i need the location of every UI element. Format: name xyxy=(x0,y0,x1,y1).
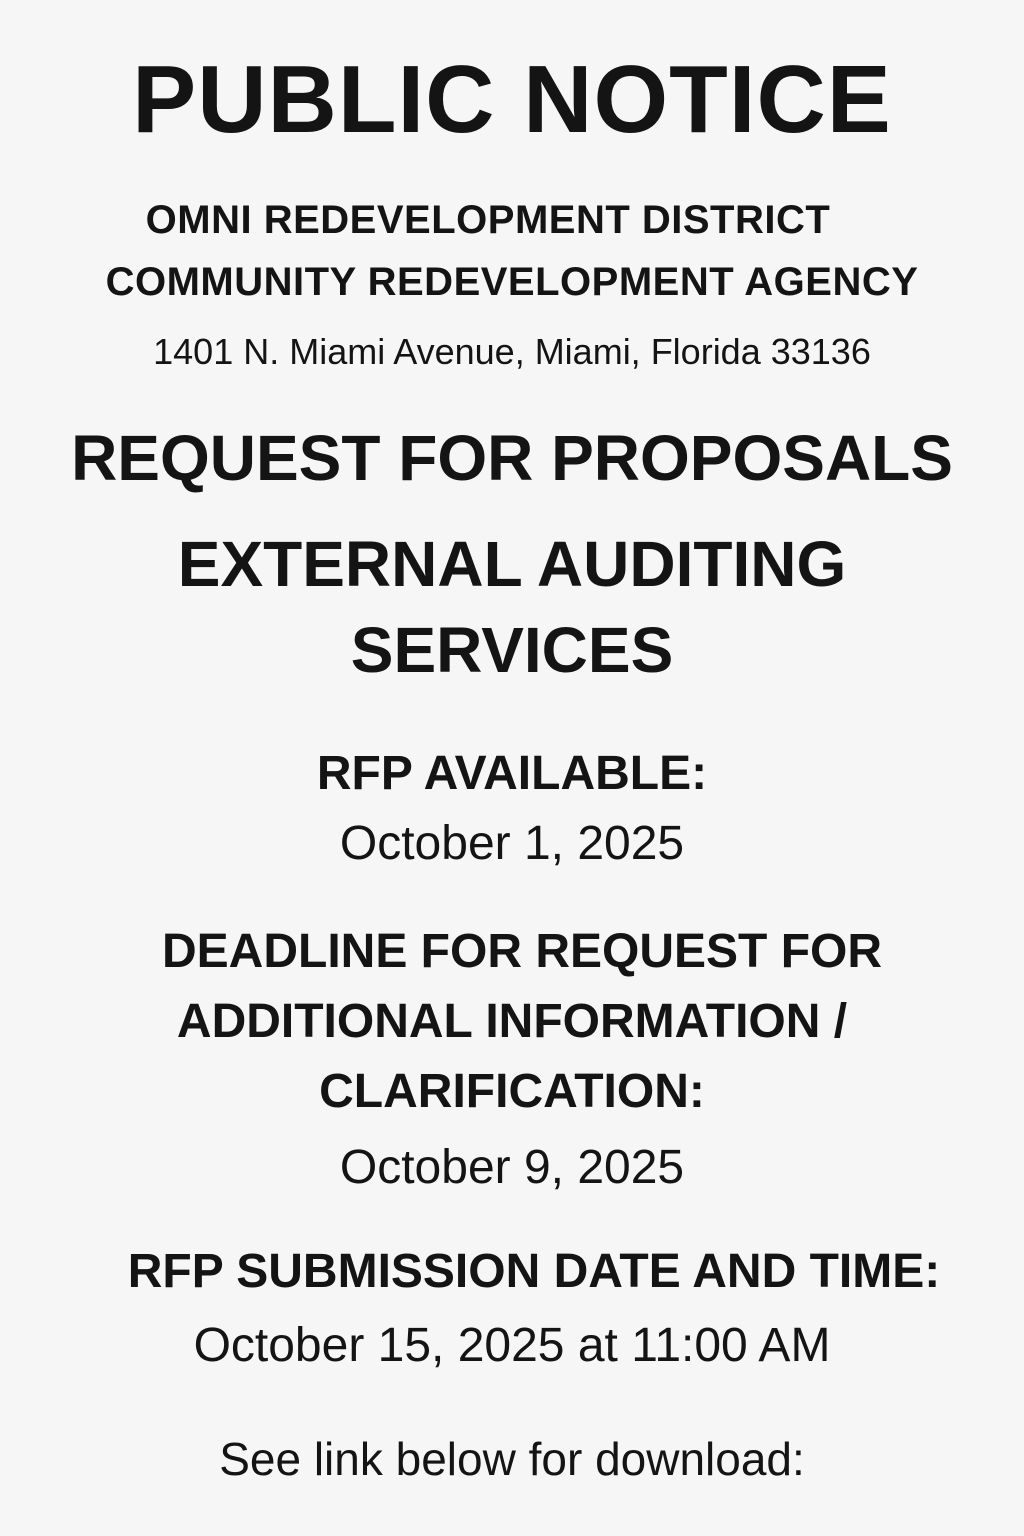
submission-label: RFP SUBMISSION DATE AND TIME: xyxy=(127,1245,941,1298)
rfp-available-label: RFP AVAILABLE: xyxy=(316,747,708,800)
deadline-date: October 9, 2025 xyxy=(339,1141,685,1194)
rfp-heading-line2: EXTERNAL AUDITING xyxy=(177,528,847,600)
rfp-heading-line3: SERVICES xyxy=(350,614,674,686)
deadline-label-line1: DEADLINE FOR REQUEST FOR xyxy=(161,925,883,978)
agency-name-line1: OMNI REDEVELOPMENT DISTRICT xyxy=(145,198,831,242)
deadline-label-line3: CLARIFICATION: xyxy=(319,1065,705,1118)
agency-address: 1401 N. Miami Avenue, Miami, Florida 33136 xyxy=(153,331,871,372)
download-instruction: See link below for download: xyxy=(219,1433,805,1485)
deadline-label-line2: ADDITIONAL INFORMATION / xyxy=(176,995,848,1048)
rfp-heading-line1: REQUEST FOR PROPOSALS xyxy=(71,422,953,494)
rfp-available-date: October 1, 2025 xyxy=(339,817,685,870)
agency-name-line2: COMMUNITY REDEVELOPMENT AGENCY xyxy=(105,260,919,304)
notice-title: PUBLIC NOTICE xyxy=(132,46,892,153)
submission-datetime: October 15, 2025 at 11:00 AM xyxy=(193,1319,831,1372)
